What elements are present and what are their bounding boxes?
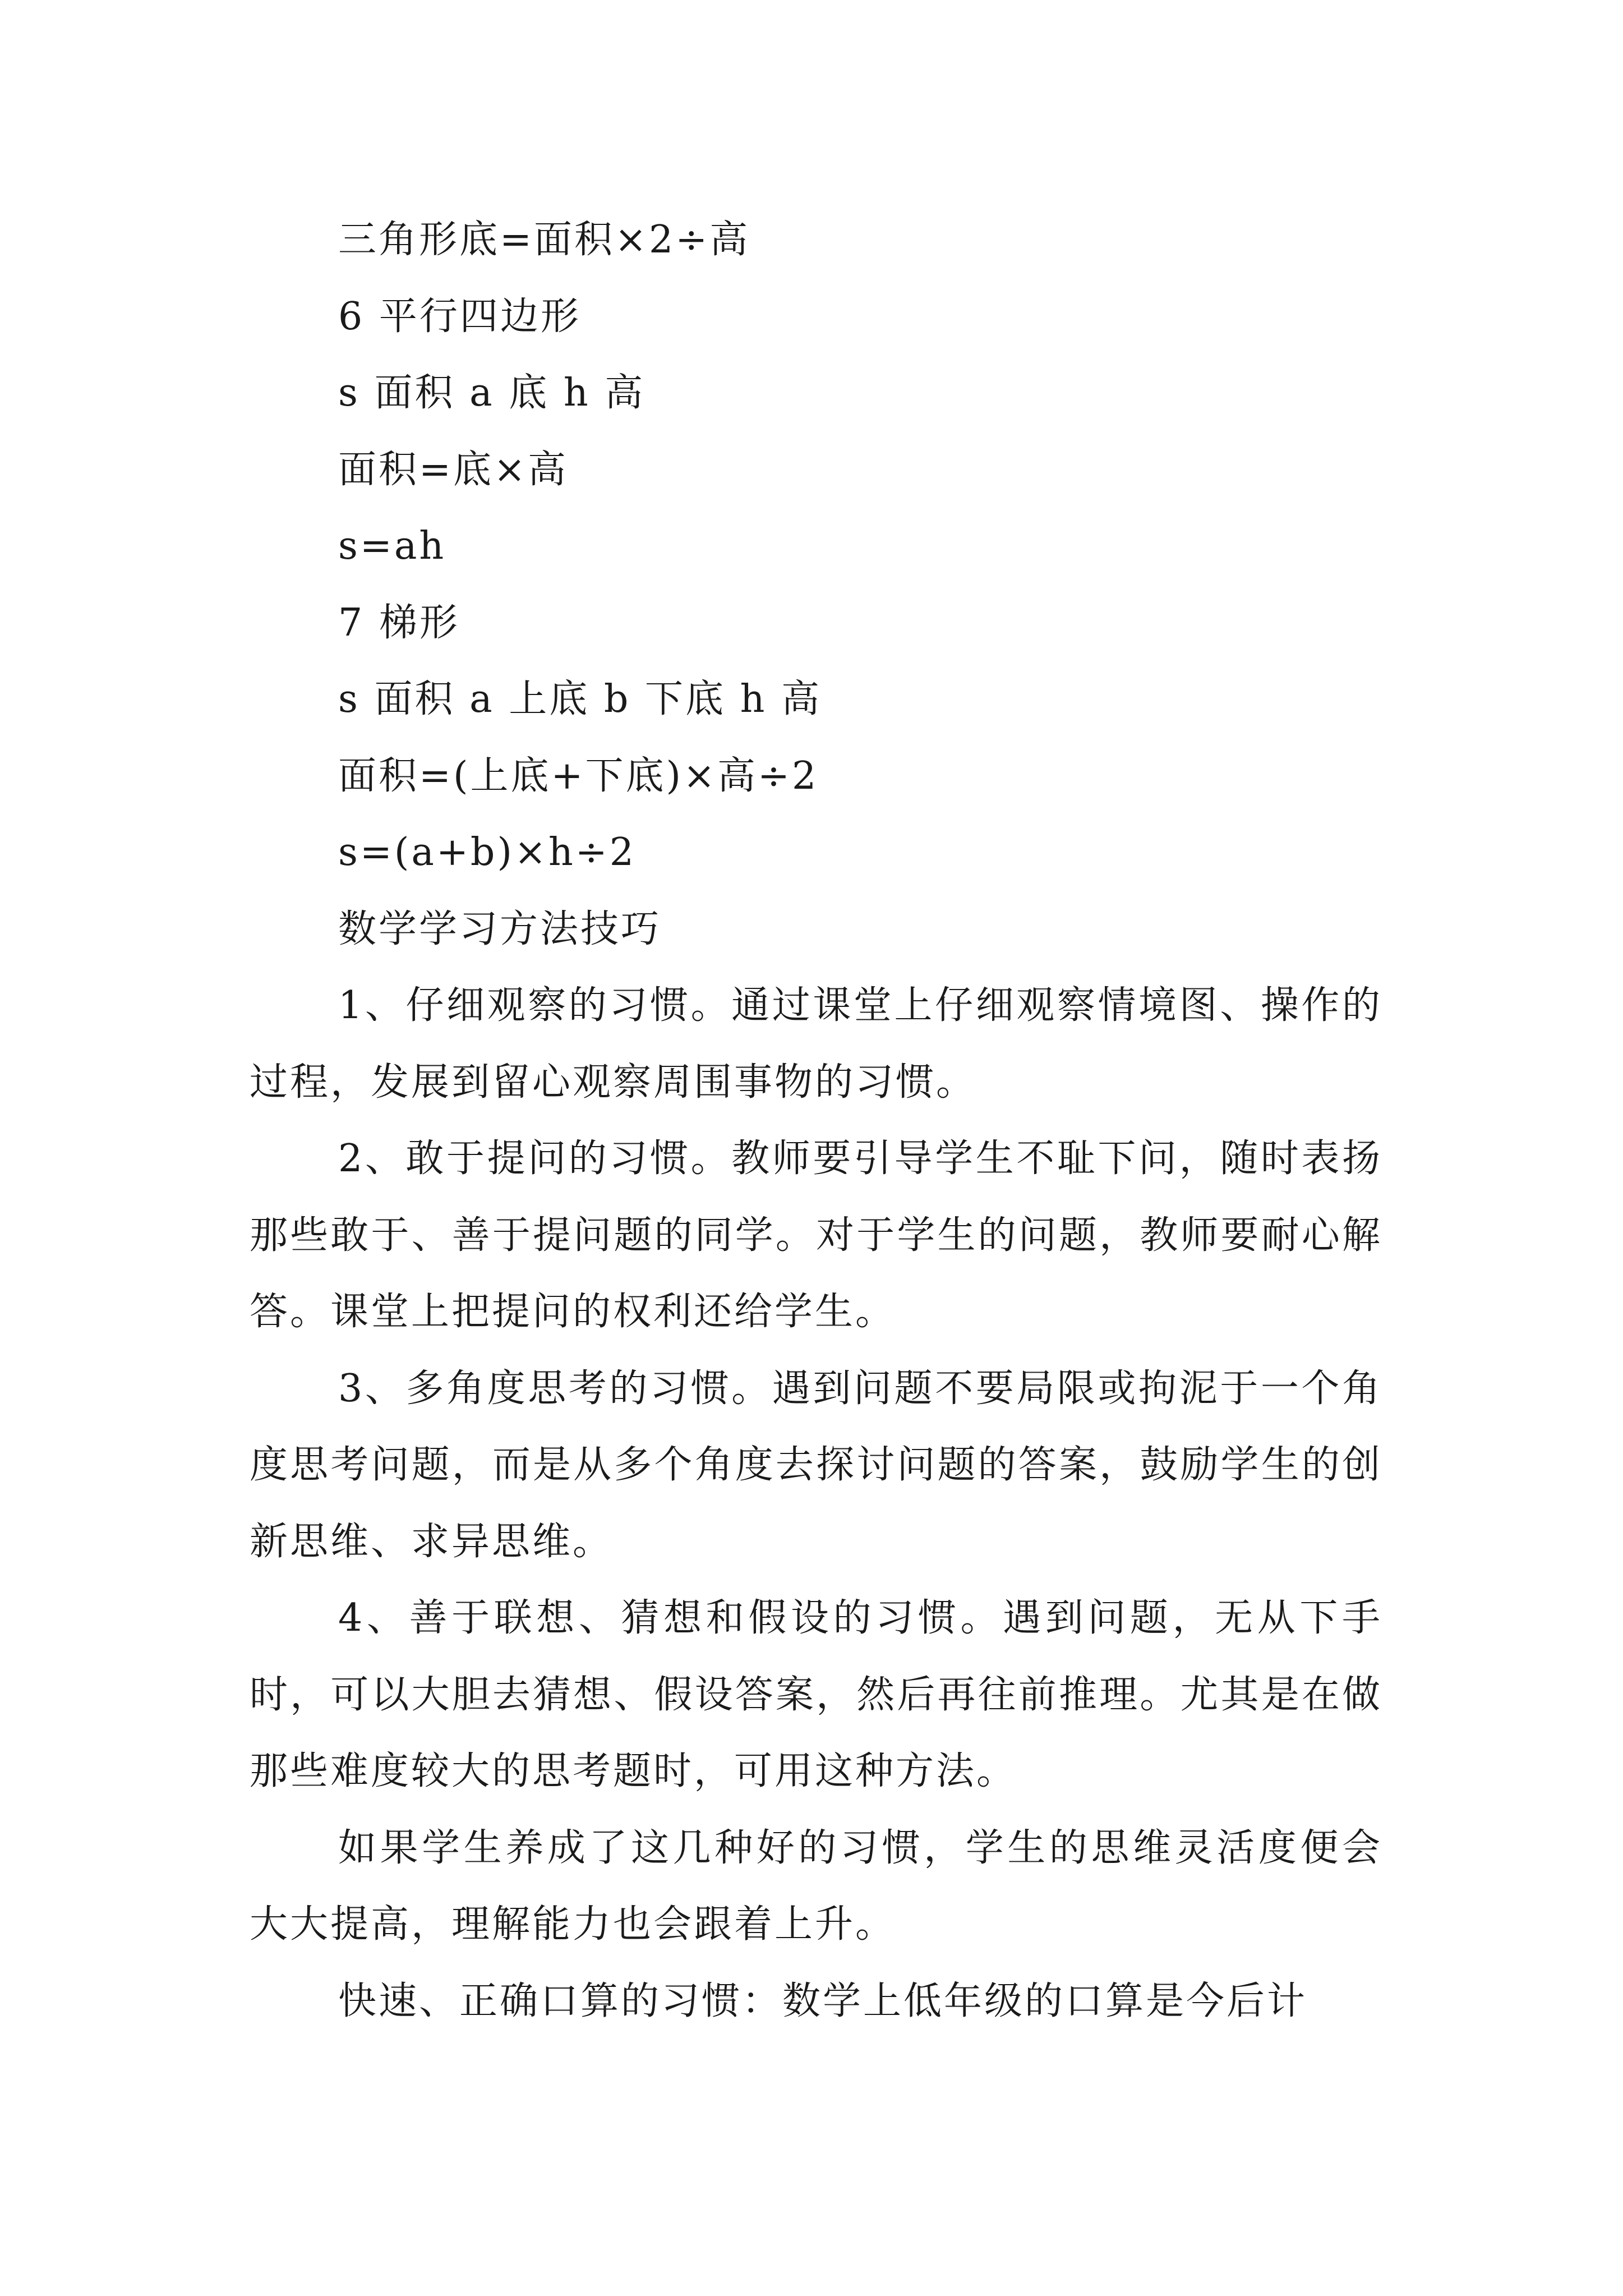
formula-line: s 面积 a 上底 b 下底 h 高 <box>338 677 822 721</box>
paragraph: 3、多角度思考的习惯。遇到问题不要局限或拘泥于一个角度思考问题，而是从多个角度去探讨问题的答案，鼓励学生的创新思维、求异思维。 <box>250 1366 1382 1564</box>
paragraph: 快速、正确口算的习惯：数学上低年级的口算是今后计 <box>338 1978 1308 2023</box>
document-body <box>250 202 1382 2040</box>
formula-line: s 面积 a 底 h 高 <box>338 371 645 415</box>
formula-line: 三角形底=面积×2÷高 <box>338 218 750 262</box>
formula-line: s=(a+b)×h÷2 <box>338 830 636 875</box>
paragraph: 2、敢于提问的习惯。教师要引导学生不耻下问，随时表扬那些敢于、善于提问题的同学。对于学生的问题，教师要耐心解答。课堂上把提问的权利还给学生。 <box>250 1137 1382 1334</box>
formula-line: 6 平行四边形 <box>338 294 581 339</box>
paragraph: 1、仔细观察的习惯。通过课堂上仔细观察情境图、操作的过程，发展到留心观察周围事物的习惯。 <box>250 983 1382 1105</box>
formula-line: 面积=(上底+下底)×高÷2 <box>338 753 819 798</box>
formula-line: 面积=底×高 <box>338 447 568 492</box>
paragraph: 如果学生养成了这几种好的习惯，学生的思维灵活度便会大大提高，理解能力也会跟着上升。 <box>250 1825 1382 1947</box>
section-title: 数学学习方法技巧 <box>338 907 662 951</box>
formula-line: 7 梯形 <box>338 600 460 645</box>
paragraph: 4、善于联想、猜想和假设的习惯。遇到问题，无从下手时，可以大胆去猜想、假设答案，然后再往前推理。尤其是在做那些难度较大的思考题时，可用这种方法。 <box>250 1596 1382 1793</box>
formula-line: s=ah <box>338 524 446 568</box>
